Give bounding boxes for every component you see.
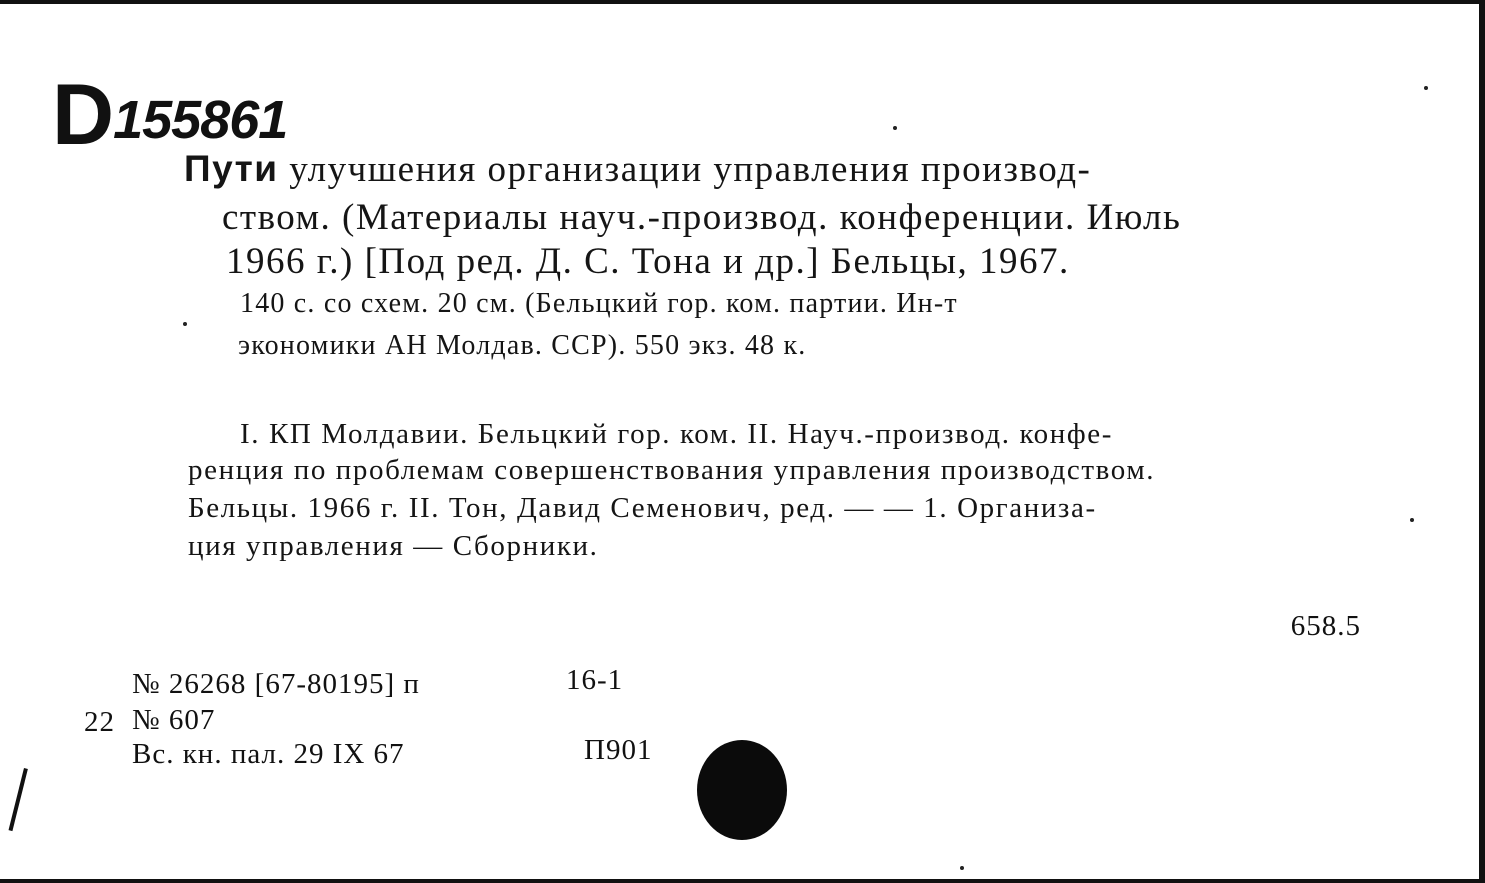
imprint-line-3-left: Вс. кн. пал. 29 IX 67 [132,738,405,770]
description-line-1 [184,148,1091,191]
call-number-value: 155861 [113,90,288,150]
description-line-4: 140 с. со схем. 20 см. (Бельцкий гор. ком. партии. Ин-т [240,288,958,319]
subject-line-2: ренция по проблемам совершенствования управления производством. [188,454,1156,486]
description-line-5: экономики АН Молдав. ССР). 550 экз. 48 к. [238,330,807,361]
speck [1410,518,1414,522]
imprint-line-2-left: № 607 [132,704,216,736]
subject-line-1: I. КП Молдавии. Бельцкий гор. ком. II. Науч.-производ. конфе- [240,418,1114,450]
subject-line-3: Бельцы. 1966 г. II. Тон, Давид Семенович, ред. — — 1. Организа- [188,492,1097,524]
description-line-3: 1966 г.) [Под ред. Д. С. Тона и др.] Бельцы, 1967. [226,241,1070,282]
description-line-2: ством. (Материалы науч.-производ. конференции. Июль [222,197,1182,238]
call-number-prefix: D [52,67,114,163]
title-word: Пути [184,148,279,189]
imprint-line-2-prefix: 22 [84,706,115,738]
speck [1424,86,1428,90]
card-right-edge [1479,0,1485,883]
subject-line-4: ция управления — Сборники. [188,530,599,562]
speck [893,126,897,130]
pencil-stroke [9,768,28,831]
ink-blot [697,740,787,840]
card-bottom-edge [0,879,1485,883]
classification-number: 658.5 [1290,610,1361,642]
imprint-line-1-left: № 26268 [67-80195] п [132,668,420,700]
speck [960,866,964,870]
description-line-1-text: улучшения организации управления производ- [289,149,1092,190]
speck [183,322,187,326]
imprint-line-1-right: 16-1 [566,664,624,696]
imprint-line-3-right: П901 [584,734,653,766]
card-top-edge [0,0,1485,4]
